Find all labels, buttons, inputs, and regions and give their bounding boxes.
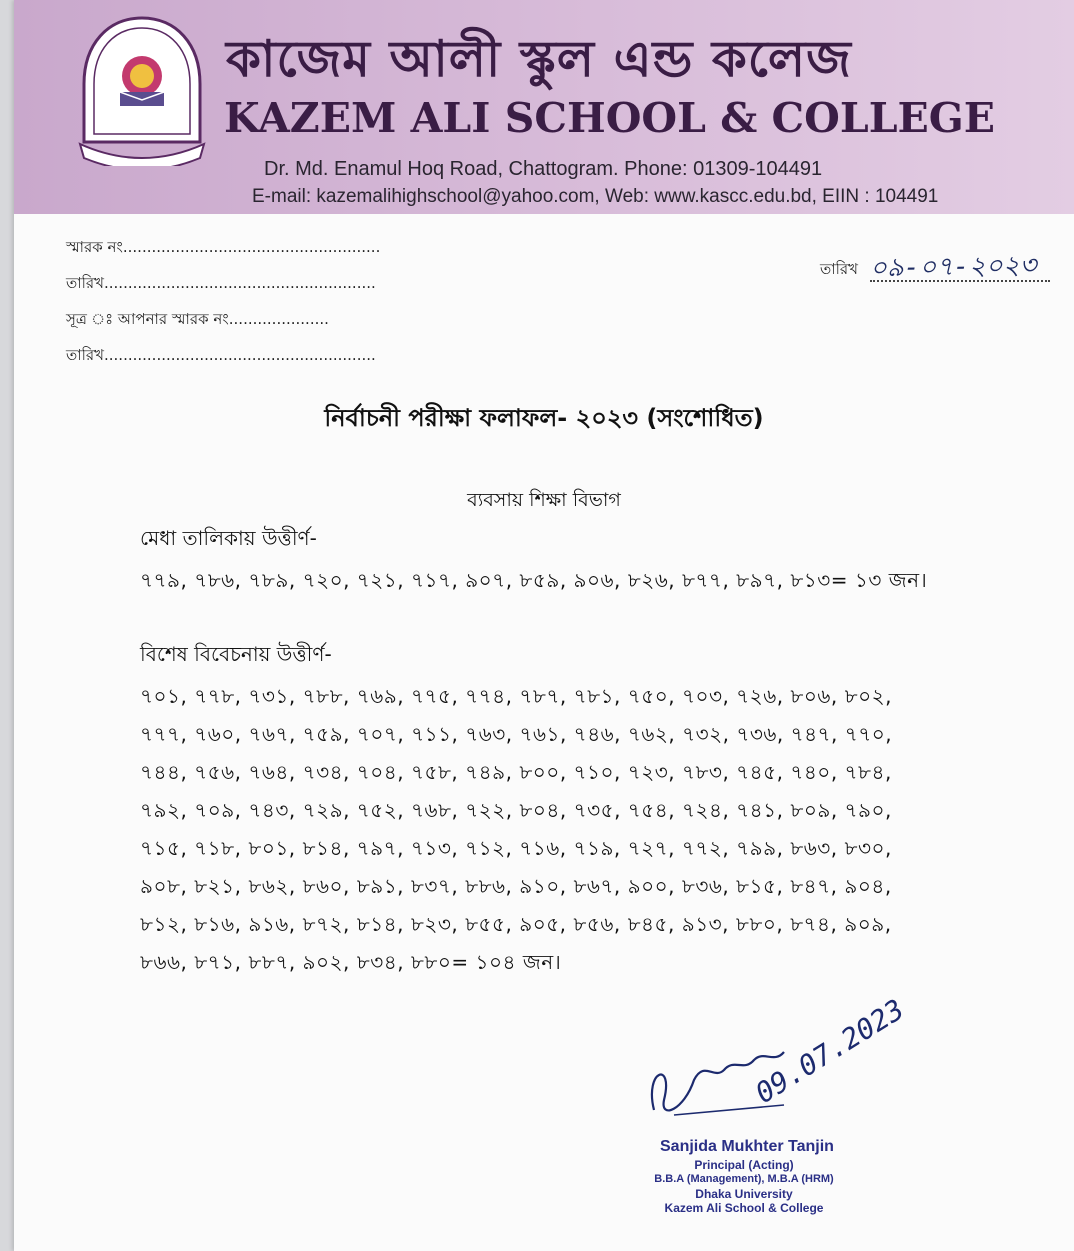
issue-date-dotted-line	[870, 280, 1050, 282]
merit-list-label: মেধা তালিকায় উত্তীর্ণ-	[140, 526, 317, 550]
merit-roll-numbers: ৭৭৯, ৭৮৬, ৭৮৯, ৭২০, ৭২১, ৭১৭, ৯০৭, ৮৫৯, ৯০৬, ৮২৬, ৮৭৭, ৮৯৭, ৮১৩= ১৩ জন।	[140, 568, 928, 592]
special-roll-line: ৭০১, ৭৭৮, ৭৩১, ৭৮৮, ৭৬৯, ৭৭৫, ৭৭৪, ৭৮৭, ৭৮১, ৭৫০, ৭০৩, ৭২৬, ৮০৬, ৮০২,	[140, 684, 892, 708]
source-date-field: তারিখ.........................................................	[66, 346, 376, 364]
date-field: তারিখ.........................................................	[66, 274, 376, 292]
principal-degrees: B.B.A (Management), M.B.A (HRM)	[654, 1173, 834, 1185]
principal-designation: Principal (Acting)	[694, 1158, 794, 1172]
school-name-bangla: কাজেম আলী স্কুল এন্ড কলেজ	[226, 30, 852, 88]
principal-university: Dhaka University	[695, 1187, 793, 1201]
principal-institution: Kazem Ali School & College	[664, 1201, 824, 1215]
department-title: ব্যবসায় শিক্ষা বিভাগ	[467, 489, 621, 511]
school-address: Dr. Md. Enamul Hoq Road, Chattogram. Phone: 01309-104491	[264, 158, 823, 180]
letterhead	[14, 0, 1074, 214]
special-consideration-label: বিশেষ বিবেচনায় উত্তীর্ণ-	[140, 642, 332, 666]
special-roll-line: ৯০৮, ৮২১, ৮৬২, ৮৬০, ৮৯১, ৮৩৭, ৮৮৬, ৯১০, ৮৬৭, ৯০০, ৮৩৬, ৮১৫, ৮৪৭, ৯০৪,	[140, 874, 892, 898]
school-name-english: KAZEM ALI SCHOOL & COLLEGE	[224, 94, 996, 142]
letter-page	[14, 0, 1074, 1251]
issue-date-handwritten: ০৯-০৭-২০২৩	[869, 250, 1037, 284]
principal-name: Sanjida Mukhter Tanjin	[660, 1138, 834, 1155]
issue-date-label: তারিখ	[820, 260, 858, 278]
source-memo-field: সূত্র ঃ আপনার স্মারক নং.....................	[66, 310, 329, 328]
school-logo	[76, 14, 208, 166]
special-roll-line: ৭১৫, ৭১৮, ৮০১, ৮১৪, ৭৯৭, ৭১৩, ৭১২, ৭১৬, ৭১৯, ৭২৭, ৭৭২, ৭৯৯, ৮৬৩, ৮৩০,	[140, 836, 892, 860]
special-roll-line: ৮১২, ৮১৬, ৯১৬, ৮৭২, ৮১৪, ৮২৩, ৮৫৫, ৯০৫, ৮৫৬, ৮৪৫, ৯১৩, ৮৮০, ৮৭৪, ৯০৯,	[140, 912, 892, 936]
school-contact: E-mail: kazemalihighschool@yahoo.com, Web: www.kascc.edu.bd, EIIN : 104491	[252, 186, 939, 207]
handwritten-signature	[634, 960, 914, 1130]
background-strip	[0, 0, 14, 1251]
signature-date: 09.07.2023	[749, 992, 910, 1110]
memo-number-field: স্মারক নং......................................................	[66, 238, 381, 256]
special-roll-line: ৭৪৪, ৭৫৬, ৭৬৪, ৭৩৪, ৭০৪, ৭৫৮, ৭৪৯, ৮০০, ৭১০, ৭২৩, ৭৮৩, ৭৪৫, ৭৪০, ৭৮৪,	[140, 760, 892, 784]
special-roll-line: ৭৯২, ৭০৯, ৭৪৩, ৭২৯, ৭৫২, ৭৬৮, ৭২২, ৮০৪, ৭৩৫, ৭৫৪, ৭২৪, ৭৪১, ৮০৯, ৭৯০,	[140, 798, 892, 822]
special-roll-line: ৮৬৬, ৮৭১, ৮৮৭, ৯০২, ৮৩৪, ৮৮০= ১০৪ জন।	[140, 950, 562, 974]
special-roll-line: ৭৭৭, ৭৬০, ৭৬৭, ৭৫৯, ৭০৭, ৭১১, ৭৬৩, ৭৬১, ৭৪৬, ৭৬২, ৭৩২, ৭৩৬, ৭৪৭, ৭৭০,	[140, 722, 893, 746]
result-heading: নির্বাচনী পরীক্ষা ফলাফল- ২০২৩ (সংশোধিত)	[324, 404, 764, 432]
